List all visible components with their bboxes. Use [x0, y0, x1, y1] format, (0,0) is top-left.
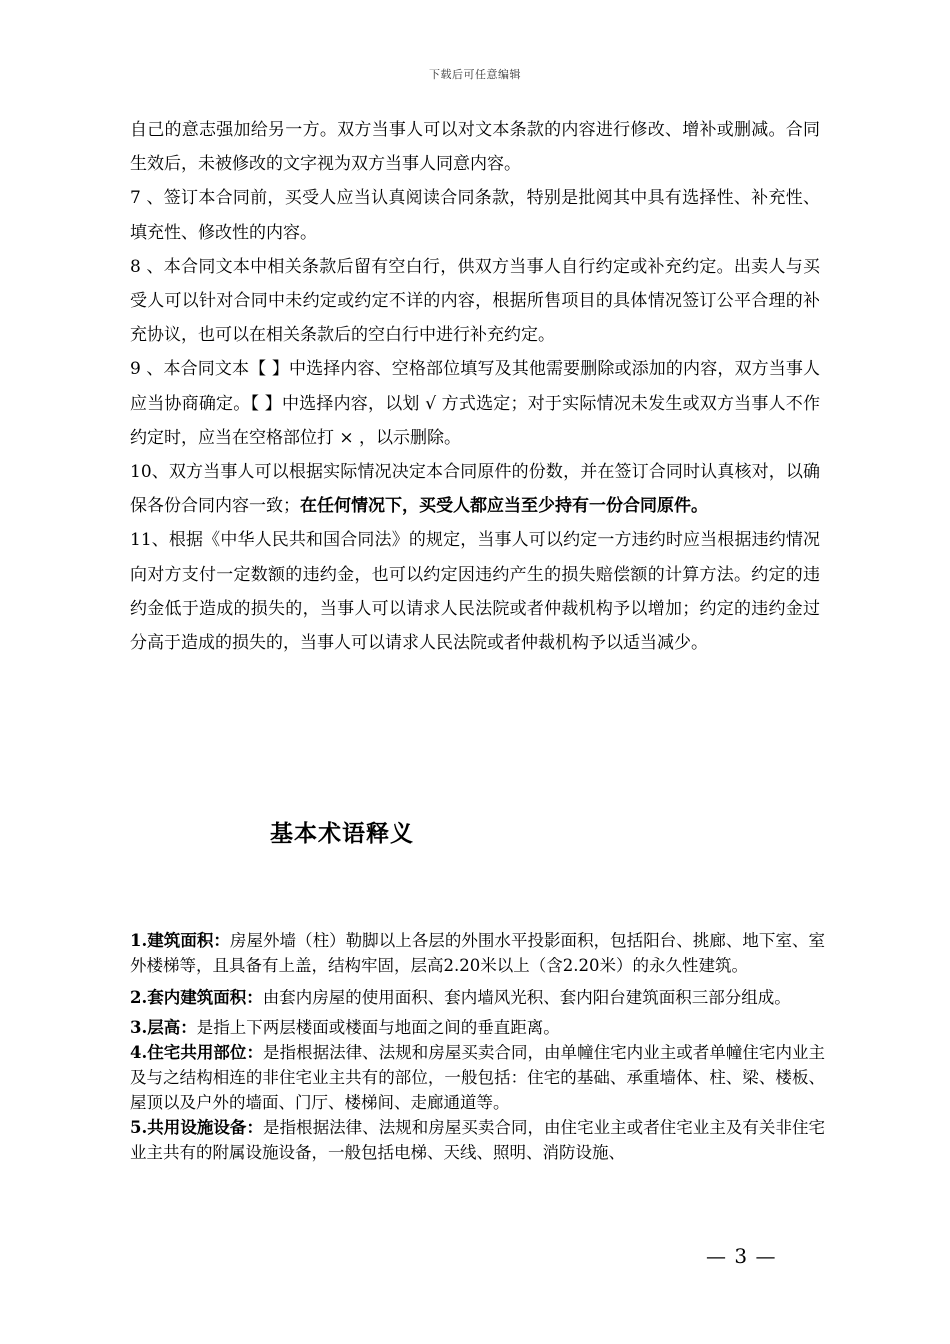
term-definition: 是指根据法律、法规和房屋买卖合同，由住宅业主或者住宅业主及有关非住宅业主共有的附属设施设备，一般包括电梯、天线、照明、消防设施、	[130, 1118, 826, 1162]
term-definition: 房屋外墙（柱）勒脚以上各层的外围水平投影面积，包括阳台、挑廊、地下室、室外楼梯等，且具备有上盖，结构牢固，层高2.20米以上（含2.20米）的永久性建筑。	[130, 931, 826, 975]
header-note: 下载后可任意编辑	[429, 68, 521, 81]
paragraph-item-8: 8 、本合同文本中相关条款后留有空白行，供双方当事人自行约定或补充约定。出卖人与买受人可以针对合同中未约定或约定不详的内容，根据所售项目的具体情况签订公平合理的补充协议，也可以在相关条款后的空白行中进行补充约定。	[130, 256, 820, 346]
page-number: — 3 —	[706, 1244, 777, 1268]
paragraph-item-7: 7 、签订本合同前，买受人应当认真阅读合同条款，特别是批阅其中具有选择性、补充性、填充性、修改性的内容。	[130, 188, 820, 243]
term-floor-height	[130, 1015, 825, 1040]
terms-list	[130, 928, 825, 1165]
paragraph-item-11: 11、根据《中华人民共和国合同法》的规定，当事人可以约定一方违约时应当根据违约情况向对方支付一定数额的违约金，也可以约定因违约产生的损失赔偿额的计算方法。约定的违约金低于造成的损失的，当事人可以请求人民法院或者仲裁机构予以增加；约定的违约金过分高于造成的损失的，当事人可以请求人民法院或者仲裁机构予以适当减少。	[130, 530, 820, 654]
paragraph-item-10-bold-text: 在任何情况下，买受人都应当至少持有一份合同原件。	[300, 496, 708, 517]
term-label: 4.住宅共用部位：	[130, 1043, 263, 1062]
term-definition: 是指上下两层楼面或楼面与地面之间的垂直距离。	[196, 1018, 560, 1037]
paragraph-item-9: 9 、本合同文本【 】中选择内容、空格部位填写及其他需要删除或添加的内容，双方当事人应当协商确定。【 】中选择内容，以划 √ 方式选定；对于实际情况未发生或双方当事人不作约定时，应当在空格部位打 × ，以示删除。	[130, 359, 820, 448]
paragraph-item-10-text: 10、双方当事人可以根据实际情况决定本合同原件的份数，并在签订合同时认真核对，以确保各份合同内容一致；	[130, 462, 820, 517]
term-building-area	[130, 928, 825, 978]
paragraph-item-10	[130, 455, 820, 523]
body-text	[130, 113, 820, 660]
paragraph-continuation: 自己的意志强加给另一方。双方当事人可以对文本条款的内容进行修改、增补或删减。合同生效后，未被修改的文字视为双方当事人同意内容。	[130, 120, 820, 175]
term-unit-building-area	[130, 981, 825, 1015]
term-label: 5.共用设施设备：	[130, 1118, 263, 1137]
term-label: 3.层高：	[130, 1018, 197, 1037]
section-title: 基本术语释义	[270, 820, 414, 847]
term-shared-parts	[130, 1040, 825, 1115]
term-definition: 由套内房屋的使用面积、套内墙风光积、套内阳台建筑面积三部分组成。	[262, 988, 791, 1007]
term-definition: 是指根据法律、法规和房屋买卖合同，由单幢住宅内业主或者单幢住宅内业主及与之结构相连的非住宅业主共有的部位，一般包括：住宅的基础、承重墙体、柱、梁、楼板、屋顶以及户外的墙面、门厅、楼梯间、走廊通道等。	[130, 1043, 826, 1112]
term-shared-facilities	[130, 1115, 825, 1165]
term-label: 2.套内建筑面积：	[130, 988, 263, 1007]
term-label: 1.建筑面积：	[130, 931, 230, 950]
